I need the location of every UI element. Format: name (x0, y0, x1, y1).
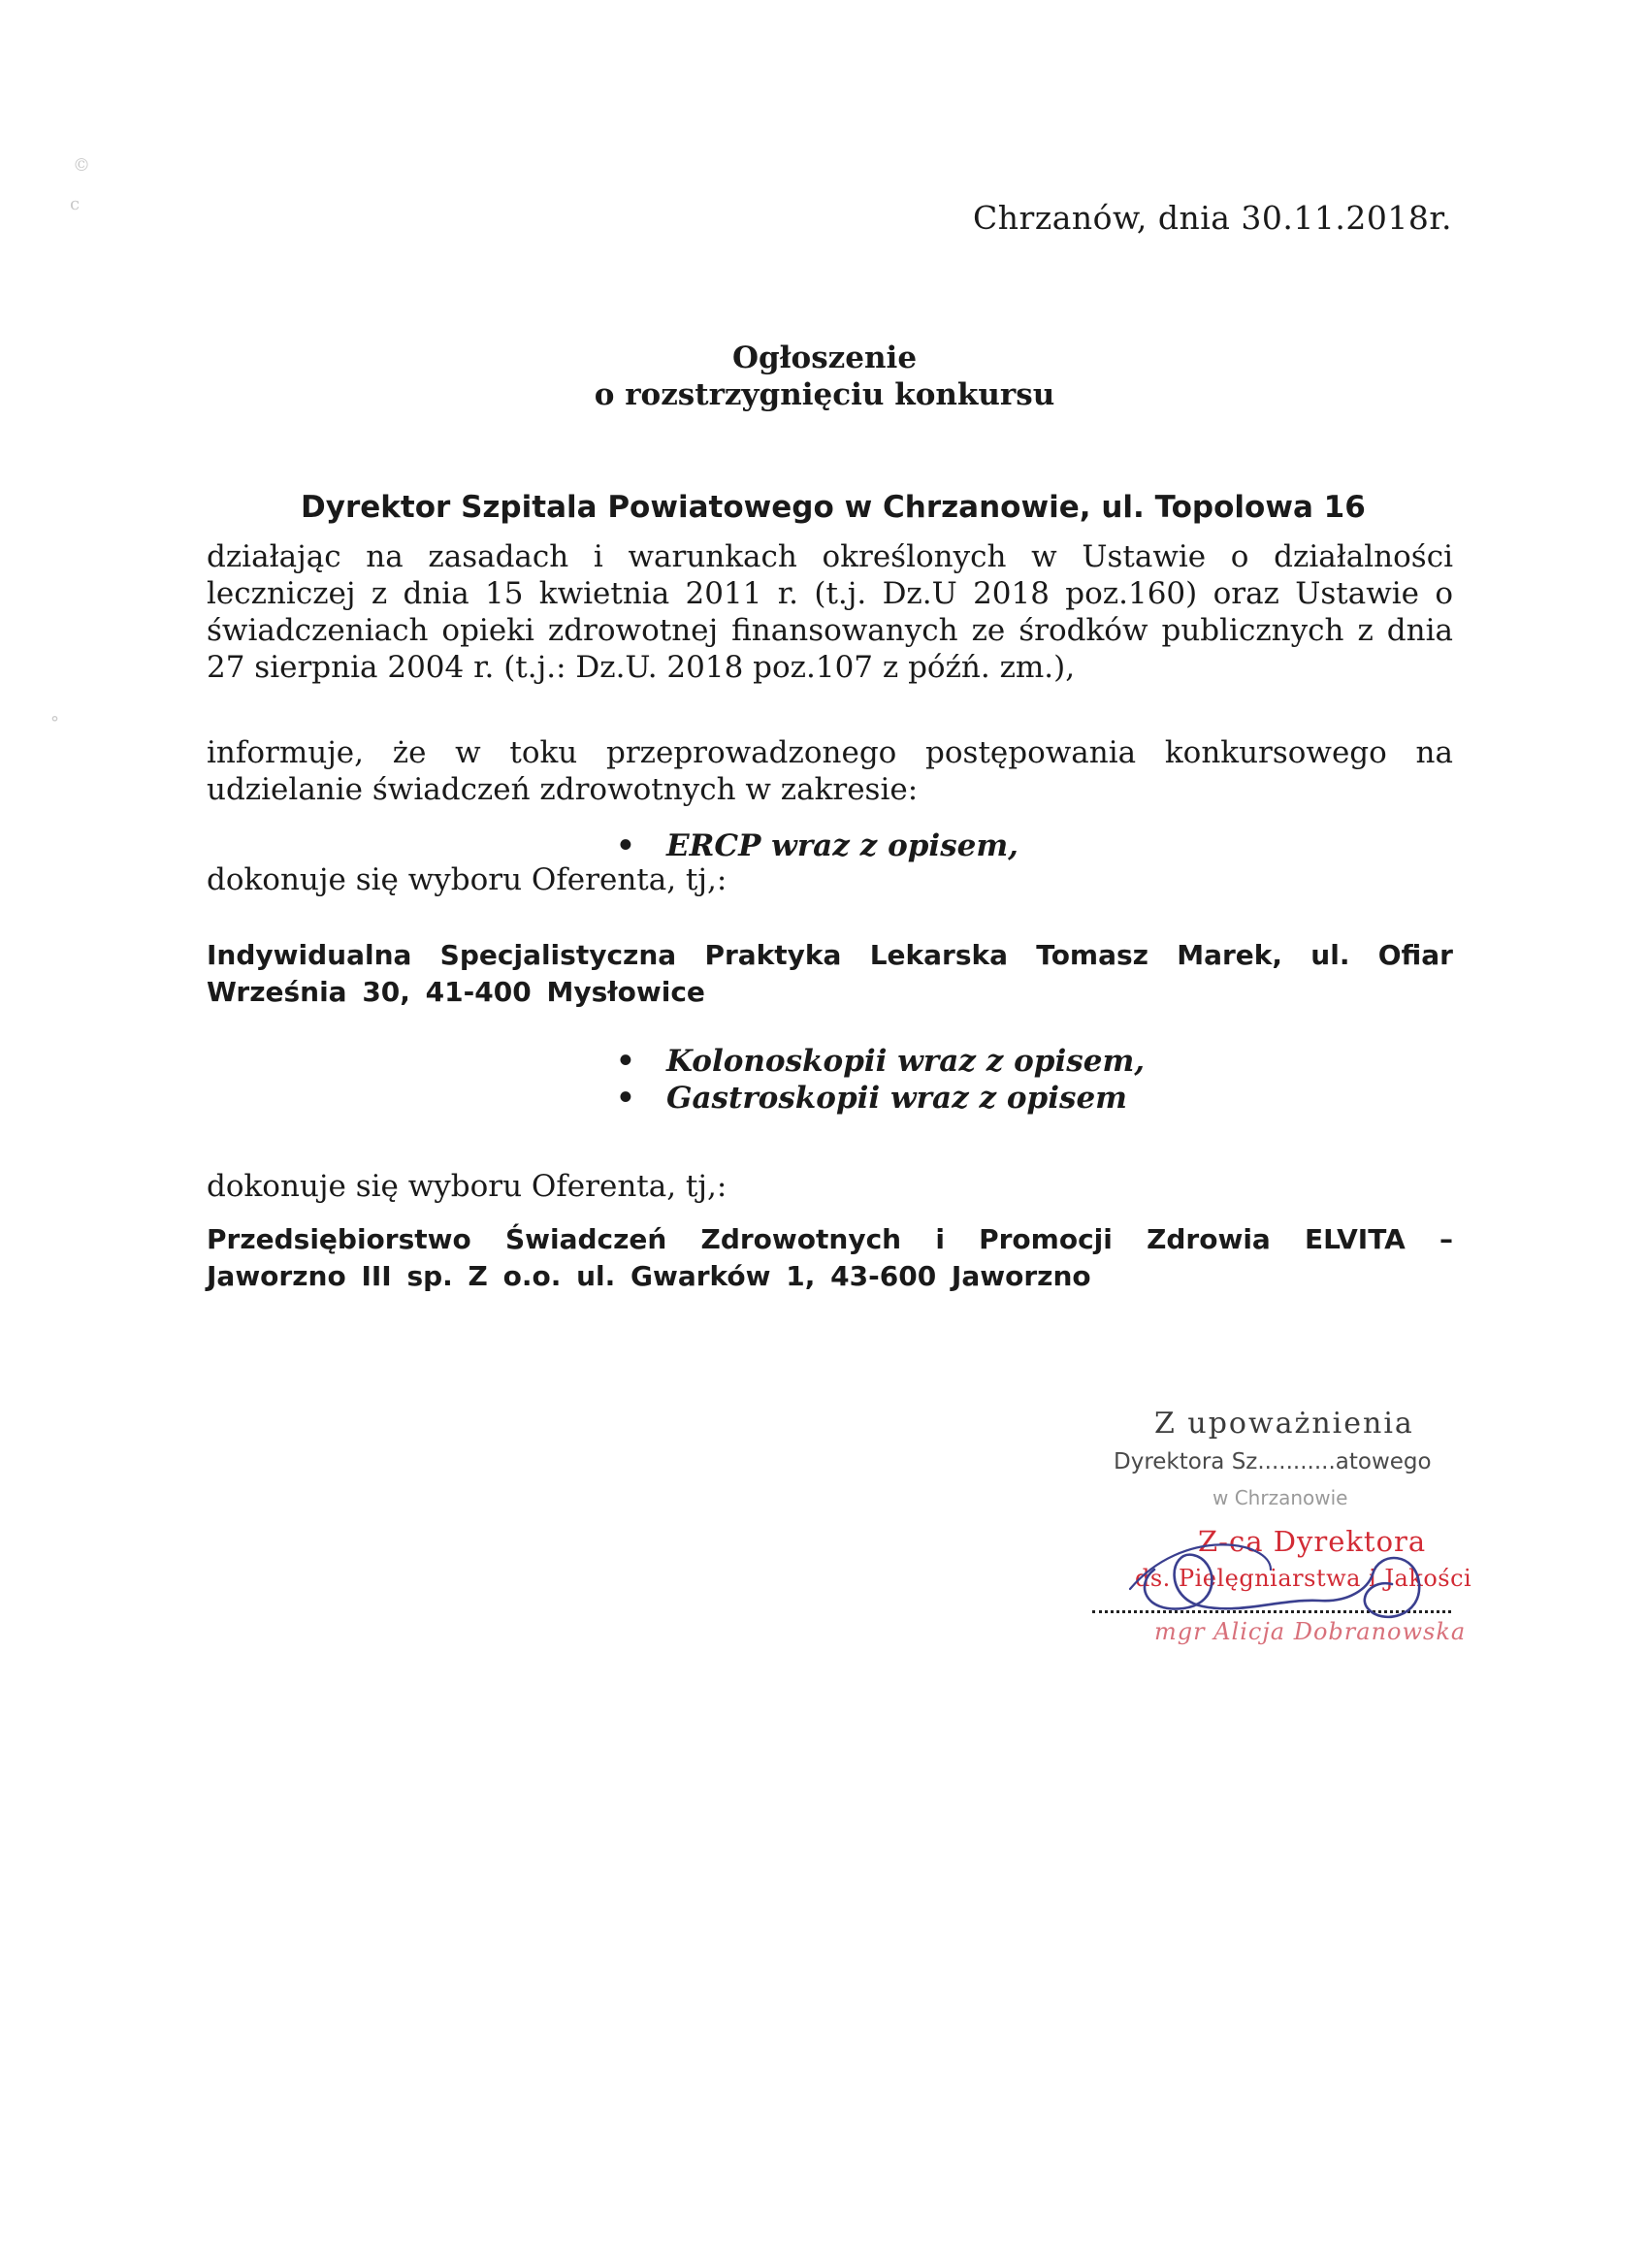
stamp-department: ds. Pielęgniarstwa i Jakości (1135, 1565, 1472, 1592)
offerent-1: Indywidualna Specjalistyczna Praktyka Lekarska Tomasz Marek, ul. Ofiar Września 30, 41-400 Mysłowice (207, 939, 1453, 1008)
service-name: ERCP wraz z opisem, (666, 828, 1018, 863)
list-item (616, 827, 1018, 864)
title-line-1: Ogłoszenie (731, 340, 918, 375)
selection-text-1: dokonuje się wyboru Oferenta, tj,: (207, 862, 728, 897)
selection-text-2: dokonuje się wyboru Oferenta, tj,: (207, 1169, 728, 1204)
document-title (0, 340, 1649, 413)
stamp-city-line: w Chrzanowie (1212, 1486, 1348, 1509)
list-item (616, 1080, 1145, 1117)
inform-paragraph: informuje, że w toku przeprowadzonego postępowania konkursowego na udzielanie świadczeń zdrowotnych w zakresie: (207, 735, 1453, 807)
scan-speck: ° (50, 713, 59, 733)
bullet-icon: • (616, 828, 635, 863)
bullet-icon: • (616, 1081, 635, 1116)
stamp-director-line: Dyrektora Sz...........atowego (1114, 1449, 1432, 1474)
stamp-authorization-line: Z upoważnienia (1154, 1407, 1414, 1441)
service-list-1 (616, 827, 1018, 864)
bullet-icon: • (616, 1044, 635, 1079)
legal-basis-paragraph: działając na zasadach i warunkach określonych w Ustawie o działalności leczniczej z dnia 15 kwietnia 2011 r. (t.j. Dz.U 2018 poz.160) oraz Ustawie o świadczeniach opieki zdrowotnej finansowanych ze środków publicznych z dnia 27 sierpnia 2004 r. (t.j.: Dz.U. 2018 poz.107 z późń. zm.), (207, 539, 1453, 685)
director-line: Dyrektor Szpitala Powiatowego w Chrzanowie, ul. Topolowa 16 (301, 490, 1366, 525)
scan-speck: © (73, 155, 90, 176)
offerent-2: Przedsiębiorstwo Świadczeń Zdrowotnych i Promocji Zdrowia ELVITA – Jaworzno III sp. Z o.o. ul. Gwarków 1, 43-600 Jaworzno (207, 1223, 1453, 1292)
stamp-signatory-name: mgr Alicja Dobranowska (1154, 1618, 1467, 1645)
list-item (616, 1043, 1145, 1080)
service-list-2 (616, 1043, 1145, 1117)
date-line: Chrzanów, dnia 30.11.2018r. (973, 199, 1452, 237)
title-line-2: o rozstrzygnięciu konkursu (594, 377, 1055, 412)
stamp-deputy-title: Z-ca Dyrektora (1198, 1525, 1427, 1558)
scan-speck: c (70, 194, 81, 214)
handwritten-signature (1125, 1531, 1445, 1637)
service-name: Gastroskopii wraz z opisem (666, 1081, 1127, 1116)
service-name: Kolonoskopii wraz z opisem, (666, 1044, 1146, 1079)
